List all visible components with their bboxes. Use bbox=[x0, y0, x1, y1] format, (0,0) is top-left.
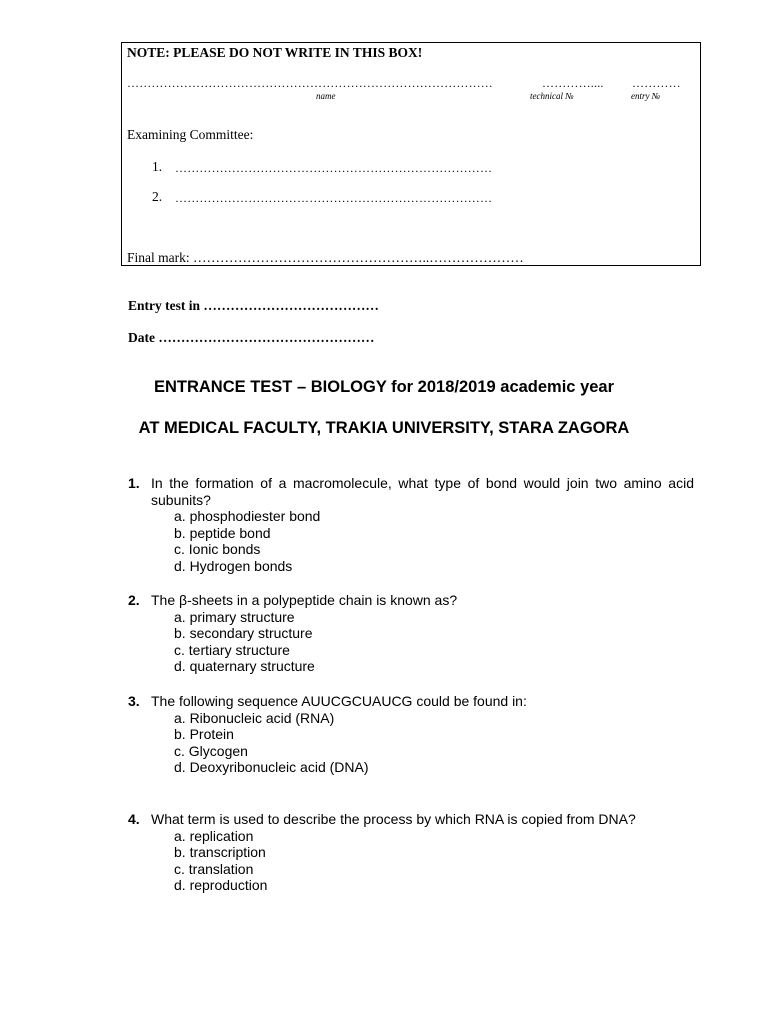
question-number: 3. bbox=[128, 693, 140, 709]
answer-options bbox=[128, 609, 694, 675]
answer-option-d: d. reproduction bbox=[174, 877, 268, 893]
test-title: ENTRANCE TEST – BIOLOGY for 2018/2019 academic year bbox=[153, 378, 615, 396]
answer-option-c: c. Glycogen bbox=[174, 742, 248, 759]
faculty-title: AT MEDICAL FACULTY, TRAKIA UNIVERSITY, STARA ZAGORA bbox=[138, 419, 630, 437]
committee-member-1-dots: …………………………………………………………………… bbox=[175, 161, 493, 175]
final-mark-line: Final mark: ……………………………………………..………………… bbox=[127, 250, 524, 265]
question-4 bbox=[128, 811, 694, 894]
question-3 bbox=[128, 693, 694, 776]
committee-member-1-number: 1. bbox=[152, 159, 163, 174]
answer-option-a: a. phosphodiester bond bbox=[174, 508, 321, 524]
question-1 bbox=[128, 475, 694, 574]
question-number: 2. bbox=[128, 592, 140, 608]
answer-option-a: a. primary structure bbox=[174, 608, 295, 625]
answer-option-b: b. Protein bbox=[174, 726, 234, 742]
entry-number-dots: ………… bbox=[632, 76, 681, 90]
committee-member-2-dots: …………………………………………………………………… bbox=[175, 191, 493, 205]
examining-committee-label: Examining Committee: bbox=[127, 127, 254, 142]
question-number: 1. bbox=[128, 475, 140, 491]
name-caption: name bbox=[316, 91, 336, 101]
answer-option-b: b. transcription bbox=[174, 844, 266, 860]
answer-option-c: c. tertiary structure bbox=[174, 641, 290, 658]
answer-option-b: b. peptide bond bbox=[174, 524, 271, 541]
question-text: In the formation of a macromolecule, what type of bond would join two amino acid subunits? bbox=[151, 475, 694, 508]
answer-options bbox=[128, 828, 694, 894]
answer-option-c: c. Ionic bonds bbox=[174, 541, 261, 557]
date-line: Date ………………………………………… bbox=[128, 330, 375, 345]
answer-option-b: b. secondary structure bbox=[174, 625, 313, 641]
question-text: What term is used to describe the process by which RNA is copied from DNA? bbox=[151, 811, 636, 827]
committee-member-2-number: 2. bbox=[152, 189, 163, 204]
question-number: 4. bbox=[128, 811, 140, 827]
notice-box-title: NOTE: PLEASE DO NOT WRITE IN THIS BOX! bbox=[127, 45, 423, 60]
question-text: The following sequence AUUCGCUAUCG could be found in: bbox=[151, 693, 527, 709]
answer-option-a: a. Ribonucleic acid (RNA) bbox=[174, 709, 335, 726]
question-text: The β-sheets in a polypeptide chain is known as? bbox=[151, 592, 458, 608]
answer-option-a: a. replication bbox=[174, 827, 254, 844]
answer-options bbox=[128, 710, 694, 776]
answer-option-d: d. Hydrogen bonds bbox=[174, 557, 293, 574]
answer-option-c: c. translation bbox=[174, 860, 254, 877]
answer-option-d: d. Deoxyribonucleic acid (DNA) bbox=[174, 759, 369, 775]
notice-box bbox=[121, 42, 701, 266]
entry-number-caption: entry № bbox=[631, 91, 661, 101]
name-dots: ……………………………………………………………………………… bbox=[127, 76, 493, 90]
entry-test-line: Entry test in ………………………………… bbox=[128, 298, 379, 313]
answer-options bbox=[128, 508, 694, 574]
answer-option-d: d. quaternary structure bbox=[174, 658, 315, 674]
technical-number-dots: ………….... bbox=[542, 76, 604, 90]
question-2 bbox=[128, 592, 694, 675]
technical-number-caption: technical № bbox=[530, 91, 574, 101]
